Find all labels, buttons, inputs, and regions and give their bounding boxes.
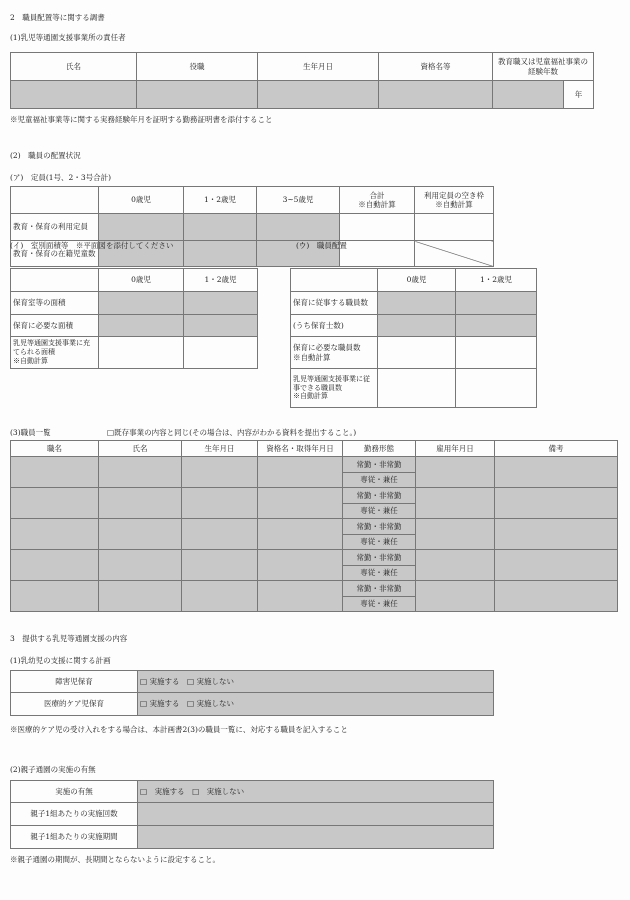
row-label: 実施の有無 xyxy=(11,781,138,803)
staff-allocation-table xyxy=(290,268,537,408)
same-as-existing-checkbox[interactable]: □既存事業の内容と同じ(その場合は、内容がわかる資料を提出すること。) xyxy=(107,428,357,437)
input-cell[interactable] xyxy=(184,292,258,315)
input-cell[interactable] xyxy=(182,488,258,519)
col-header: 備考 xyxy=(495,441,618,457)
input-cell[interactable] xyxy=(182,519,258,550)
table-row xyxy=(11,581,618,597)
col-header: 0歳児 xyxy=(378,269,456,292)
input-cell[interactable] xyxy=(258,581,343,612)
row-label: 教育・保育の利用定員 xyxy=(11,214,99,241)
input-cell[interactable] xyxy=(184,241,257,267)
employment-type-option[interactable]: 常勤・非常勤 xyxy=(343,488,416,504)
input-cell[interactable] xyxy=(99,519,182,550)
input-cell[interactable] xyxy=(495,488,618,519)
assignment-type-option[interactable]: 専従・兼任 xyxy=(343,534,416,550)
assignment-type-option[interactable]: 専従・兼任 xyxy=(343,472,416,488)
input-cell[interactable] xyxy=(184,315,258,337)
na-cell xyxy=(415,241,494,267)
col-header: 合計 ※自動計算 xyxy=(340,187,415,214)
medical-care-options[interactable]: □ 実施する □ 実施しない xyxy=(138,693,494,716)
input-cell[interactable] xyxy=(99,550,182,581)
col-header: 利用定員の空き枠 ※自動計算 xyxy=(415,187,494,214)
input-cell[interactable] xyxy=(182,581,258,612)
support-plan-table xyxy=(10,670,494,716)
col-header: 職名 xyxy=(11,441,99,457)
assignment-type-option[interactable]: 専従・兼任 xyxy=(343,596,416,612)
col-header: 0歳児 xyxy=(99,187,184,214)
note: ※医療的ケア児の受け入れをする場合は、本計画書2(3)の職員一覧に、対応する職員を記入すること xyxy=(10,725,348,734)
col-header: 氏名 xyxy=(99,441,182,457)
row-label: 保育に必要な職員数 ※自動計算 xyxy=(291,337,378,369)
col-header: 雇用年月日 xyxy=(416,441,495,457)
responsible-person-table xyxy=(10,52,594,109)
input-cell[interactable] xyxy=(182,457,258,488)
input-cell[interactable] xyxy=(11,488,99,519)
section-3-title: 3 提供する乳児等通園支援の内容 xyxy=(10,634,128,643)
sessions-field[interactable] xyxy=(138,803,494,826)
employment-type-option[interactable]: 常勤・非常勤 xyxy=(343,519,416,535)
col-header: 勤務形態 xyxy=(343,441,416,457)
col-header: 1・2歳児 xyxy=(184,187,257,214)
row-label: 保育に必要な面積 xyxy=(11,315,99,337)
input-cell[interactable] xyxy=(456,292,537,315)
employment-type-option[interactable]: 常勤・非常勤 xyxy=(343,550,416,566)
col-header: 資格名等 xyxy=(379,53,493,81)
table-row xyxy=(11,519,618,535)
input-cell[interactable] xyxy=(99,457,182,488)
input-cell[interactable] xyxy=(99,292,184,315)
col-header: 氏名 xyxy=(11,53,137,81)
auto-cell xyxy=(456,337,537,369)
auto-cell xyxy=(340,241,415,267)
input-cell[interactable] xyxy=(416,581,495,612)
parent-child-title: (2)親子通園の実施の有無 xyxy=(10,765,96,774)
input-cell[interactable] xyxy=(416,519,495,550)
col-header: 生年月日 xyxy=(182,441,258,457)
section-2-title: 2 職員配置等に関する調書 xyxy=(10,13,105,22)
input-cell[interactable] xyxy=(11,519,99,550)
input-cell[interactable] xyxy=(495,550,618,581)
staff-list-title: (3)職員一覧 xyxy=(10,428,51,437)
input-cell[interactable] xyxy=(258,550,343,581)
note: ※児童福祉事業等に関する実務経験年月を証明する勤務証明書を添付すること xyxy=(10,115,273,124)
col-header: 生年月日 xyxy=(258,53,379,81)
row-label: 教育・保育の在籍児童数 xyxy=(11,241,99,267)
row-label: 医療的ケア児保育 xyxy=(11,693,138,716)
row-label: 乳児等通園支援事業に従事できる職員数 ※自動計算 xyxy=(291,369,378,408)
capacity-title: (ア) 定員(1号、2・3号合計) xyxy=(10,173,112,182)
input-cell[interactable] xyxy=(456,315,537,337)
input-cell[interactable] xyxy=(495,581,618,612)
parent-child-table xyxy=(10,780,494,849)
row-label: 親子1組あたりの実施回数 xyxy=(11,803,138,826)
capacity-table xyxy=(10,186,494,267)
row-label: 保育に従事する職員数 xyxy=(291,292,378,315)
auto-cell xyxy=(378,369,456,408)
auto-cell xyxy=(340,214,415,241)
position-field[interactable] xyxy=(137,81,258,109)
input-cell[interactable] xyxy=(11,581,99,612)
input-cell[interactable] xyxy=(99,581,182,612)
auto-cell xyxy=(184,337,258,369)
staff-allocation-title: (ウ) 職員配置 xyxy=(296,241,347,250)
input-cell[interactable] xyxy=(258,457,343,488)
employment-type-option[interactable]: 常勤・非常勤 xyxy=(343,457,416,473)
staffing-title: (2) 職員の配置状況 xyxy=(10,151,81,160)
auto-cell xyxy=(415,214,494,241)
col-header: 役職 xyxy=(137,53,258,81)
row-label: 乳児等通園支援事業に充てられる面積 ※自動計算 xyxy=(11,337,99,369)
input-cell[interactable] xyxy=(416,457,495,488)
input-cell[interactable] xyxy=(378,292,456,315)
input-cell[interactable] xyxy=(495,457,618,488)
input-cell[interactable] xyxy=(258,519,343,550)
responsible-person-title: (1)乳児等通園支援事業所の責任者 xyxy=(10,33,126,42)
row-label: (うち保育士数) xyxy=(291,315,378,337)
room-area-title: (イ) 室別面積等 ※平面図を添付してください xyxy=(10,241,174,250)
disability-care-options[interactable]: □ 実施する □ 実施しない xyxy=(138,671,494,693)
name-field[interactable] xyxy=(11,81,137,109)
qualification-field[interactable] xyxy=(379,81,493,109)
input-cell[interactable] xyxy=(258,488,343,519)
period-field[interactable] xyxy=(138,826,494,849)
input-cell[interactable] xyxy=(378,315,456,337)
input-cell[interactable] xyxy=(11,550,99,581)
row-label: 親子1組あたりの実施期間 xyxy=(11,826,138,849)
col-header: 3~5歳児 xyxy=(257,187,340,214)
assignment-type-option[interactable]: 専従・兼任 xyxy=(343,565,416,581)
note: ※親子通園の期間が、長期間とならないように設定すること。 xyxy=(10,855,220,864)
input-cell[interactable] xyxy=(99,488,182,519)
experience-years-field[interactable] xyxy=(493,81,564,109)
row-label: 障害児保育 xyxy=(11,671,138,693)
input-cell[interactable] xyxy=(257,214,340,241)
row-label: 保育室等の面積 xyxy=(11,292,99,315)
input-cell[interactable] xyxy=(495,519,618,550)
input-cell[interactable] xyxy=(416,488,495,519)
input-cell[interactable] xyxy=(416,550,495,581)
birthdate-field[interactable] xyxy=(258,81,379,109)
staff-list-table xyxy=(10,440,618,612)
auto-cell xyxy=(456,369,537,408)
col-header: 0歳児 xyxy=(99,269,184,292)
input-cell[interactable] xyxy=(11,457,99,488)
year-unit: 年 xyxy=(564,81,594,109)
col-header: 教育職又は児童福祉事業の経験年数 xyxy=(493,53,594,81)
support-plan-title: (1)乳幼児の支援に関する計画 xyxy=(10,656,111,665)
room-area-table xyxy=(10,268,258,369)
auto-cell xyxy=(99,337,184,369)
input-cell[interactable] xyxy=(182,550,258,581)
col-header: 1・2歳児 xyxy=(456,269,537,292)
assignment-type-option[interactable]: 専従・兼任 xyxy=(343,503,416,519)
input-cell[interactable] xyxy=(99,315,184,337)
employment-type-option[interactable]: 常勤・非常勤 xyxy=(343,581,416,597)
table-row xyxy=(11,488,618,504)
input-cell[interactable] xyxy=(99,214,184,241)
col-header: 1・2歳児 xyxy=(184,269,258,292)
input-cell[interactable] xyxy=(184,214,257,241)
table-row xyxy=(11,550,618,566)
implementation-options[interactable]: □ 実施する □ 実施しない xyxy=(138,781,494,803)
auto-cell xyxy=(378,337,456,369)
col-header: 資格名・取得年月日 xyxy=(258,441,343,457)
table-row xyxy=(11,457,618,473)
